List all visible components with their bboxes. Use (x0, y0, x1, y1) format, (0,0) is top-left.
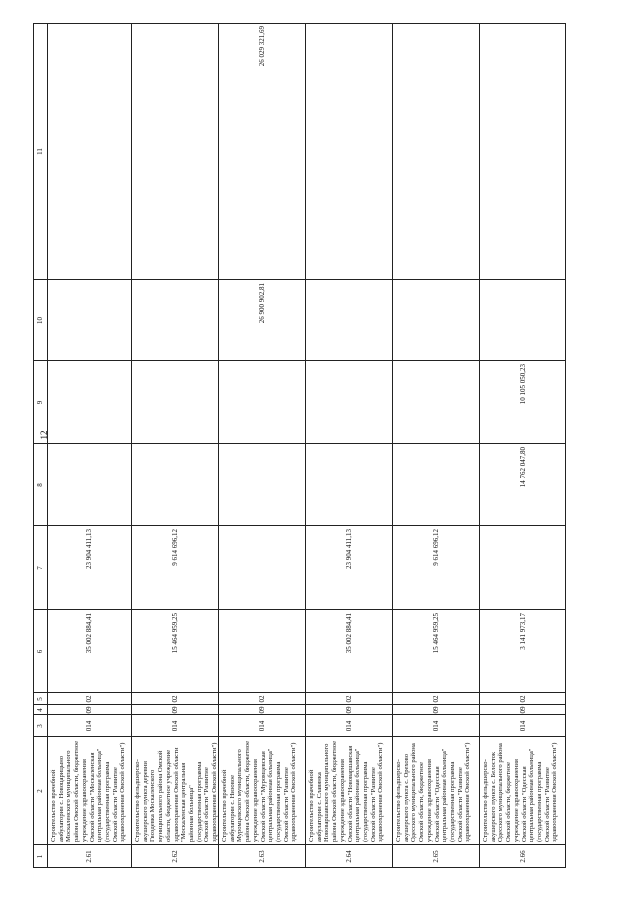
cell-c11 (131, 23, 218, 280)
table-row (47, 23, 132, 868)
row-description: Строительство фельдшерско-акушерского пункта с. Орехово Одесского муниципального района Омской области, бюджетное учреждение здравоохранения Омской области "Одесская центральная районная больница" (государственная программа Омской области "Развитие здравоохранения Омской области") (395, 742, 472, 842)
cell-c7 (218, 526, 305, 610)
cell-c11 (479, 23, 566, 280)
cell-c10 (479, 280, 566, 361)
cell-c11 (305, 23, 392, 280)
cell-c6: 3 141 973,17 (518, 613, 527, 650)
row-description: Строительство врачебной амбулатории с. Новоцарицыно Москаленского муниципального района Омской области, бюджетное учреждение здравоохранения Омской области "Москаленская центральная районная больница" (государственная программа Омской области "Развитие здравоохранения Омской области") (50, 740, 127, 842)
cell-c5: 02 (431, 695, 440, 703)
cell-c4: 09 (85, 706, 93, 714)
row-number: 2.65 (431, 850, 440, 863)
header-col-9: 9 (36, 400, 44, 405)
table-row (479, 23, 566, 868)
row-description: Строительство фельдшерско-акушерского пункта деревни Гвоздевка Москаленского муниципального района Омской области, бюджетное учреждение здравоохранения Омской области "Москаленская центральная районная больница" (государственная программа Омской области "Развитие здравоохранения Омской области") (134, 742, 219, 842)
cell-c11: 26 029 321,69 (257, 26, 266, 67)
cell-c4: 09 (257, 706, 266, 714)
cell-c9: 10 105 050,23 (518, 364, 527, 405)
cell-c8 (392, 444, 479, 526)
table-row (218, 23, 306, 868)
cell-c7 (479, 526, 566, 610)
cell-c10 (392, 280, 479, 361)
cell-c8 (218, 444, 305, 526)
cell-c5: 02 (344, 695, 353, 703)
table-row (305, 23, 393, 868)
cell-c8 (131, 444, 218, 526)
header-col-3: 3 (36, 724, 44, 728)
row-number: 2.64 (344, 850, 353, 863)
rotated-table-wrapper (33, 23, 566, 868)
row-number: 2.66 (518, 850, 527, 863)
cell-c4: 09 (431, 706, 440, 714)
cell-c6: 35 002 884,41 (85, 613, 93, 654)
cell-c7: 23 904 411,13 (344, 529, 353, 569)
cell-c3: 014 (85, 720, 93, 732)
cell-c4: 09 (344, 706, 353, 714)
cell-c5: 02 (170, 695, 179, 703)
cell-c5: 02 (257, 695, 266, 703)
cell-c7: 9 614 696,12 (431, 529, 440, 566)
cell-c8 (305, 444, 392, 526)
row-number: 2.61 (85, 850, 93, 863)
cell-c8: 14 762 047,80 (518, 447, 527, 488)
cell-c3: 014 (431, 720, 440, 732)
cell-c3: 014 (257, 720, 266, 732)
cell-c5: 02 (85, 695, 93, 703)
cell-c3: 014 (344, 720, 353, 732)
cell-c7: 23 904 411,13 (85, 529, 93, 569)
header-col-5: 5 (36, 697, 44, 701)
cell-c6 (218, 610, 305, 693)
cell-c9 (131, 361, 218, 444)
cell-c10: 26 900 902,81 (257, 283, 266, 324)
header-row (33, 23, 48, 868)
header-col-4: 4 (36, 708, 44, 712)
table-row (392, 23, 480, 868)
cell-c9 (305, 361, 392, 444)
header-col-2: 2 (36, 789, 44, 793)
row-description: Строительство фельдшерско-акушерского пункта с. Белосток Одесского муниципального района Омской области, бюджетное учреждение здравоохранения Омской области "Одесская центральная районная больница" (государственная программа Омской области "Развитие здравоохранения Омской области") (482, 742, 559, 842)
header-col-1: 1 (36, 854, 44, 859)
cell-c6: 35 002 884,41 (344, 613, 353, 654)
cell-c9 (47, 361, 131, 444)
cell-c4: 09 (518, 706, 527, 714)
cell-c9 (392, 361, 479, 444)
cell-c6: 15 464 959,25 (431, 613, 440, 654)
cell-c4: 09 (170, 706, 179, 714)
row-description: Строительство врачебной амбулатории с. Славянка Нововаршавского муниципального района Омской области, бюджетное учреждение здравоохранения Омской области "Нововаршавская центральная районная больница" (государственная программа Омской области "Развитие здравоохранения Омской области") (308, 740, 385, 842)
header-col-11: 11 (36, 148, 44, 155)
cell-c6: 15 464 959,25 (170, 613, 179, 654)
cell-c9 (218, 361, 305, 444)
table-row (131, 23, 219, 868)
row-number: 2.63 (257, 850, 266, 863)
cell-c3: 014 (518, 720, 527, 732)
cell-c11 (392, 23, 479, 280)
cell-c5: 02 (518, 695, 527, 703)
page-number: 12 (39, 430, 49, 440)
header-col-8: 8 (36, 483, 44, 487)
cell-c11 (47, 23, 131, 280)
header-col-6: 6 (36, 649, 44, 654)
header-col-10: 10 (36, 317, 44, 324)
row-number: 2.62 (170, 850, 179, 863)
cell-c10 (305, 280, 392, 361)
header-col-7: 7 (36, 566, 44, 570)
cell-c10 (47, 280, 131, 361)
cell-c10 (131, 280, 218, 361)
budget-table (33, 23, 566, 868)
row-description: Строительство врачебной амбулатории с. Низовое Муромцевского муниципального района Омской области, бюджетное учреждение здравоохранения Омской области "Муромцевская центральная районная больница" (государственная программа Омской области "Развитие здравоохранения Омской области") (221, 740, 298, 842)
cell-c8 (47, 444, 131, 526)
cell-c3: 014 (170, 720, 179, 732)
cell-c7: 9 614 696,12 (170, 529, 179, 566)
